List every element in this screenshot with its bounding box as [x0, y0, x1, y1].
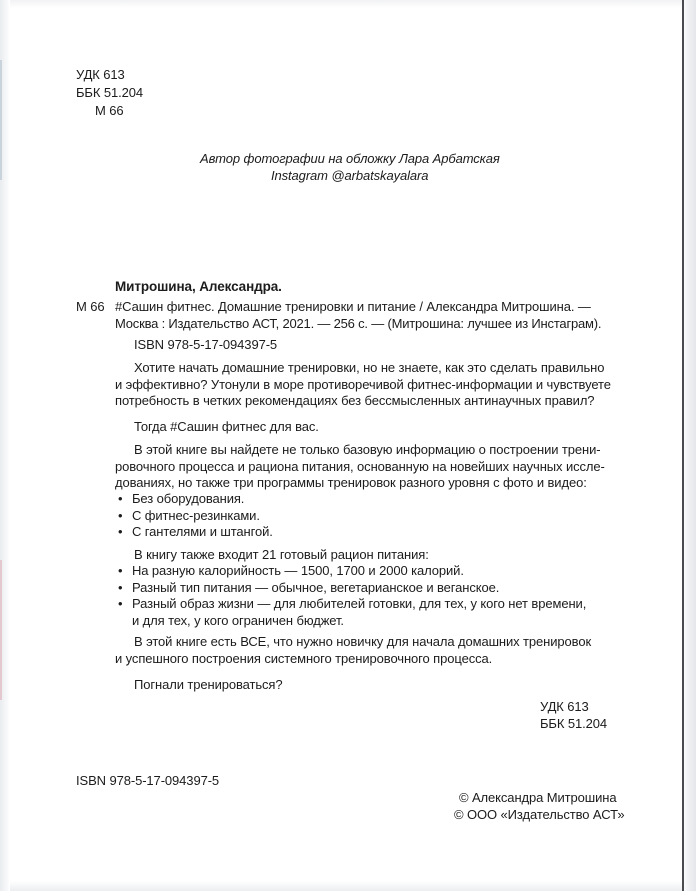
- annotation-paragraph-5: [115, 634, 591, 667]
- bullet-icon: •: [118, 563, 123, 578]
- annotation-paragraph-2: Тогда #Сашин фитнес для вас.: [134, 419, 319, 434]
- annotation-p1-line: потребность в четких рекомендациях без бессмысленных антинаучных правил?: [115, 393, 595, 408]
- annotation-paragraph-1: [115, 360, 611, 410]
- page-top-edge: [10, 0, 682, 8]
- annotation-p1-line: Хотите начать домашние тренировки, но не знаете, как это сделать правильно: [134, 360, 605, 375]
- record-author: Митрошина, Александра.: [115, 279, 282, 294]
- annotation-p1-line: и эффективно? Утонули в море противоречивой фитнес-информации и чувствуете: [115, 376, 611, 392]
- photo-credit-line2: Instagram @arbatskayalara: [271, 168, 429, 183]
- record-title-line2: Москва : Издательство АСТ, 2021. — 256 с. — (Митрошина: лучшее из Инстаграм).: [115, 316, 602, 331]
- record-author-mark: М 66: [76, 299, 105, 314]
- programs-item-text: С гантелями и штангой.: [132, 524, 273, 539]
- page-bottom-edge: [10, 881, 682, 891]
- author-mark-top: М 66: [95, 103, 124, 118]
- annotation-paragraph-6: Погнали тренироваться?: [134, 677, 283, 692]
- photo-credit-line1: Автор фотографии на обложку Лара Арбатская: [200, 151, 500, 166]
- copyright-line2: © ООО «Издательство АСТ»: [454, 807, 625, 822]
- bullet-icon: •: [118, 524, 123, 539]
- edge-mark: [0, 560, 2, 700]
- edge-mark: [0, 60, 2, 180]
- rations-item-text: и для тех, у кого ограничен бюджет.: [132, 612, 344, 628]
- annotation-paragraph-4: В книгу также входит 21 готовый рацион питания:: [134, 547, 429, 562]
- annotation-p3-line: дованиях, но также три программы тренировок разного уровня с фото и видео:: [115, 475, 587, 490]
- programs-list: [115, 491, 273, 541]
- annotation-p3-line: В этой книге вы найдете не только базовую информацию о построении трени-: [134, 442, 601, 457]
- rations-list-item: [115, 563, 586, 580]
- annotation-p5-line: В этой книге есть ВСЕ, что нужно новичку для начала домашних тренировок: [134, 634, 592, 649]
- annotation-paragraph-3: [115, 442, 605, 492]
- udk-top: УДК 613: [76, 67, 125, 82]
- bullet-icon: •: [118, 491, 123, 506]
- programs-list-item: [115, 508, 273, 525]
- bullet-icon: •: [118, 579, 123, 595]
- rations-list-item: [115, 580, 586, 597]
- isbn-bottom: ISBN 978-5-17-094397-5: [76, 773, 220, 788]
- copyright-line1: © Александра Митрошина: [459, 790, 617, 805]
- udk-bottom: УДК 613: [540, 699, 589, 714]
- annotation-p3-line: ровочного процесса и рациона питания, основанную на новейших научных иссле-: [115, 458, 605, 474]
- bbk-bottom: ББК 51.204: [540, 716, 608, 731]
- rations-list: [115, 563, 586, 629]
- rations-item-text: Разный образ жизни — для любителей готовки, для тех, у кого нет времени,: [132, 596, 587, 611]
- programs-item-text: Без оборудования.: [132, 491, 245, 506]
- programs-list-item: [115, 524, 273, 541]
- rations-item-text: На разную калорийность — 1500, 1700 и 2000 калорий.: [132, 563, 464, 578]
- rations-list-item: [115, 596, 586, 629]
- bbk-top: ББК 51.204: [76, 85, 144, 100]
- record-isbn: ISBN 978-5-17-094397-5: [134, 337, 278, 352]
- bullet-icon: •: [118, 596, 123, 611]
- programs-item-text: С фитнес-резинками.: [132, 507, 260, 523]
- record-title-line1: #Сашин фитнес. Домашние тренировки и питание / Александра Митрошина. —: [115, 299, 591, 314]
- annotation-p5-line: и успешного построения системного тренировочного процесса.: [115, 650, 493, 666]
- page-right-shadow-line: [682, 0, 684, 891]
- programs-list-item: [115, 491, 273, 508]
- rations-item-text: Разный тип питания — обычное, вегетарианское и веганское.: [132, 579, 500, 595]
- page-right-edge: [682, 0, 696, 891]
- bullet-icon: •: [118, 507, 123, 523]
- page-left-edge: [0, 0, 10, 891]
